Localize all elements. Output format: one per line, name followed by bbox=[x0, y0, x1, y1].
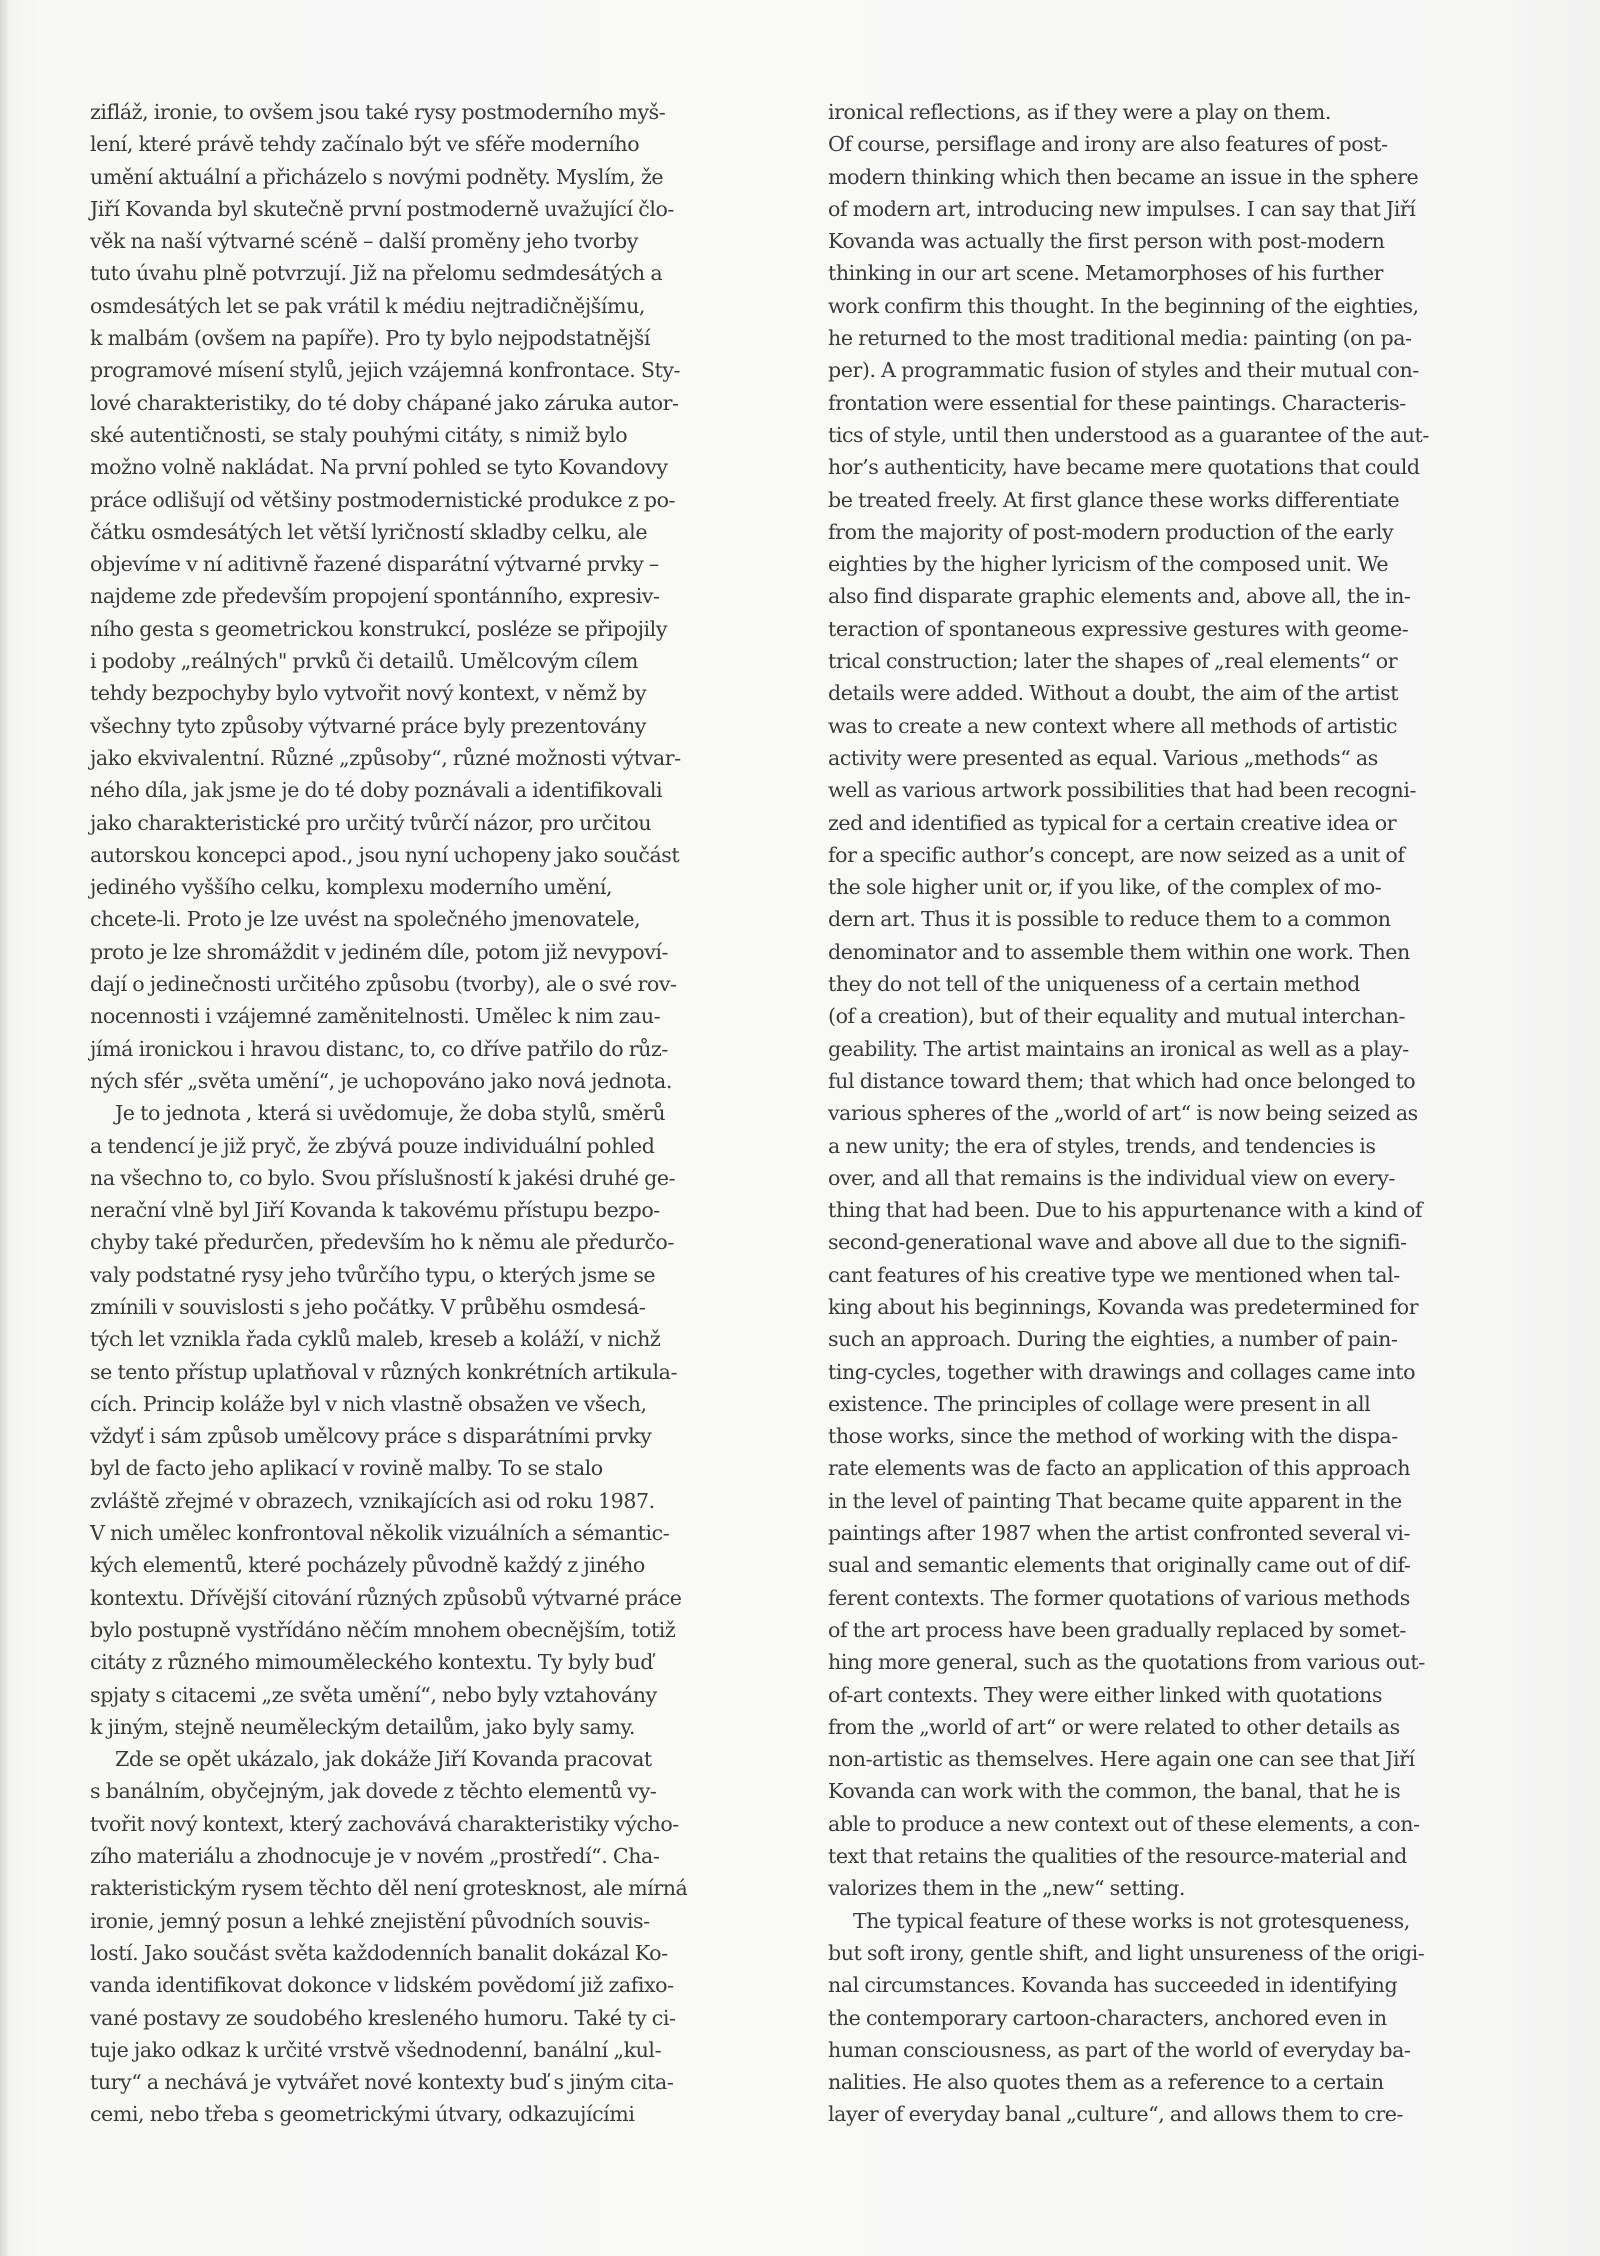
english-text-line: of-art contexts. They were either linked with quotations bbox=[828, 1682, 1382, 1707]
english-text-line: of the art process have been gradually replaced by somet- bbox=[828, 1617, 1406, 1642]
czech-text-line: cích. Princip koláže byl v nich vlastně obsažen ve všech, bbox=[90, 1391, 647, 1416]
english-text-line: ting-cycles, together with drawings and collages came into bbox=[828, 1359, 1416, 1384]
czech-text-line: Je to jednota , která si uvědomuje, že doba stylů, směrů bbox=[115, 1101, 666, 1126]
czech-text-line: k malbám (ovšem na papíře). Pro ty bylo nejpodstatnější bbox=[90, 326, 651, 351]
english-text-line: the sole higher unit or, if you like, of the complex of mo- bbox=[828, 875, 1382, 900]
czech-text-line: tých let vznikla řada cyklů maleb, kreseb a koláží, v nichž bbox=[90, 1327, 661, 1352]
english-text-line: work confirm this thought. In the beginning of the eighties, bbox=[828, 293, 1419, 318]
czech-text-line: ního gesta s geometrickou konstrukcí, posléze se připojily bbox=[90, 616, 668, 641]
czech-text-line: lové charakteristiky, do té doby chápané jako záruka autor- bbox=[90, 390, 679, 415]
czech-text-line: umění aktuální a přicházelo s novými podněty. Myslím, že bbox=[90, 164, 664, 189]
english-text-line: of modern art, introducing new impulses. I can say that Jiří bbox=[828, 196, 1416, 221]
english-text-line: be treated freely. At first glance these works differentiate bbox=[828, 487, 1400, 512]
english-text-line: various spheres of the „world of art“ is now being seized as bbox=[828, 1101, 1418, 1126]
czech-text-line: jímá ironickou i hravou distanc, to, co dříve patřilo do růz- bbox=[90, 1036, 668, 1061]
english-text-line: trical construction; later the shapes of „real elements“ or bbox=[828, 649, 1398, 674]
czech-text-line: bylo postupně vystřídáno něčím mnohem obecnějším, totiž bbox=[90, 1617, 676, 1642]
czech-text-line: jediného vyššího celku, komplexu moderního umění, bbox=[90, 875, 613, 900]
english-text-line: The typical feature of these works is not grotesqueness, bbox=[853, 1908, 1410, 1933]
czech-text-line: zifláž, ironie, to ovšem jsou také rysy postmoderního myš- bbox=[90, 100, 666, 124]
czech-text-line: vždyť i sám způsob umělcovy práce s disparátními prvky bbox=[90, 1424, 652, 1449]
czech-text-line: lostí. Jako součást světa každodenních banalit dokázal Ko- bbox=[90, 1940, 668, 1965]
english-text-line: tics of style, until then understood as a guarantee of the aut- bbox=[828, 422, 1429, 447]
czech-text-line: ného díla, jak jsme je do té doby poznávali a identifikovali bbox=[90, 778, 663, 803]
czech-text-line: tuto úvahu plně potvrzují. Již na přelomu sedmdesátých a bbox=[90, 261, 663, 286]
czech-text-line: jako charakteristické pro určitý tvůrčí názor, pro určitou bbox=[90, 810, 652, 835]
english-text-line: Of course, persiflage and irony are also features of post- bbox=[828, 132, 1388, 157]
czech-text-line: V nich umělec konfrontoval několik vizuálních a sémantic- bbox=[90, 1521, 670, 1546]
czech-text-line: valy podstatné rysy jeho tvůrčího typu, o kterých jsme se bbox=[90, 1262, 656, 1287]
english-text-column bbox=[828, 96, 1429, 2131]
english-text-line: he returned to the most traditional media: painting (on pa- bbox=[828, 326, 1412, 351]
english-text-line: nal circumstances. Kovanda has succeeded in identifying bbox=[828, 1973, 1398, 1998]
english-text-line: geability. The artist maintains an ironical as well as a play- bbox=[828, 1036, 1409, 1061]
english-text-line: over, and all that remains is the individual view on every- bbox=[828, 1165, 1395, 1190]
english-text-line: those works, since the method of working with the dispa- bbox=[828, 1424, 1398, 1449]
english-text-line: such an approach. During the eighties, a number of pain- bbox=[828, 1327, 1398, 1352]
english-text-line: thing that had been. Due to his appurtenance with a kind of bbox=[828, 1198, 1423, 1223]
czech-text-line: kých elementů, které pocházely původně každý z jiného bbox=[90, 1553, 645, 1578]
english-text-line: was to create a new context where all methods of artistic bbox=[828, 713, 1398, 738]
english-text-line: denominator and to assemble them within one work. Then bbox=[828, 939, 1410, 964]
english-text-line: nalities. He also quotes them as a reference to a certain bbox=[828, 2070, 1384, 2095]
czech-text-line: se tento přístup uplatňoval v různých konkrétních artikula- bbox=[90, 1359, 677, 1384]
czech-text-line: možno volně nakládat. Na první pohled se tyto Kovandovy bbox=[90, 455, 668, 480]
czech-text-line: chcete-li. Proto je lze uvést na společného jmenovatele, bbox=[90, 907, 641, 932]
czech-text-line: zího materiálu a zhodnocuje je v novém „prostředí“. Cha- bbox=[90, 1844, 660, 1869]
english-text-line: (of a creation), but of their equality and mutual interchan- bbox=[828, 1004, 1405, 1029]
english-text-line: from the „world of art“ or were related to other details as bbox=[828, 1714, 1400, 1739]
english-text-line: ferent contexts. The former quotations of various methods bbox=[828, 1585, 1410, 1610]
english-text-line: in the level of painting That became quite apparent in the bbox=[828, 1488, 1402, 1513]
page-binding-edge bbox=[0, 0, 8, 2256]
english-text-line: well as various artwork possibilities that had been recogni- bbox=[828, 778, 1416, 803]
english-text-line: dern art. Thus it is possible to reduce them to a common bbox=[828, 907, 1391, 932]
czech-text-line: byl de facto jeho aplikací v rovině malby. To se stalo bbox=[90, 1456, 603, 1481]
czech-text-line: vanda identifikovat dokonce v lidském povědomí již zafixo- bbox=[90, 1973, 674, 1998]
english-text-line: valorizes them in the „new“ setting. bbox=[828, 1876, 1185, 1901]
english-text-line: for a specific author’s concept, are now seized as a unit of bbox=[828, 842, 1405, 867]
english-text-line: Kovanda can work with the common, the banal, that he is bbox=[828, 1779, 1401, 1804]
english-text-line: ironical reflections, as if they were a play on them. bbox=[828, 100, 1331, 124]
czech-text-line: k jiným, stejně neuměleckým detailům, jako byly samy. bbox=[90, 1714, 635, 1739]
czech-text-line: nocennosti i vzájemné zaměnitelnosti. Umělec k nim zau- bbox=[90, 1004, 661, 1029]
english-text-line: but soft irony, gentle shift, and light unsureness of the origi- bbox=[828, 1940, 1425, 1965]
english-text-line: a new unity; the era of styles, trends, and tendencies is bbox=[828, 1133, 1376, 1158]
czech-text-line: práce odlišují od většiny postmodernistické produkce z po- bbox=[90, 487, 676, 512]
english-text-line: layer of everyday banal „culture“, and allows them to cre- bbox=[828, 2102, 1403, 2127]
english-text-line: the contemporary cartoon-characters, anchored even in bbox=[828, 2005, 1387, 2030]
english-text-line: frontation were essential for these paintings. Characteris- bbox=[828, 390, 1406, 415]
czech-text-line: s banálním, obyčejným, jak dovede z těchto elementů vy- bbox=[90, 1779, 657, 1804]
czech-text-line: cemi, nebo třeba s geometrickými útvary, odkazujícími bbox=[90, 2102, 635, 2127]
czech-text-line: na všechno to, co bylo. Svou příslušností k jakési druhé ge- bbox=[90, 1165, 676, 1190]
czech-text-line: chyby také předurčen, především ho k němu ale předurčo- bbox=[90, 1230, 674, 1255]
czech-text-line: vané postavy ze soudobého kresleného humoru. Také ty ci- bbox=[90, 2005, 676, 2030]
english-text-line: king about his beginnings, Kovanda was predetermined for bbox=[828, 1294, 1419, 1319]
czech-text-line: ironie, jemný posun a lehké znejistění původních souvis- bbox=[90, 1908, 650, 1933]
english-text-line: details were added. Without a doubt, the aim of the artist bbox=[828, 681, 1399, 706]
english-text-line: modern thinking which then became an issue in the sphere bbox=[828, 164, 1419, 189]
english-text-line: per). A programmatic fusion of styles and their mutual con- bbox=[828, 358, 1419, 383]
czech-text-line: věk na naší výtvarné scéně – další proměny jeho tvorby bbox=[90, 229, 638, 254]
czech-text-line: lení, které právě tehdy začínalo být ve sféře moderního bbox=[90, 132, 640, 157]
czech-text-line: spjaty s citacemi „ze světa umění“, nebo byly vztahovány bbox=[90, 1682, 657, 1707]
english-text-line: sual and semantic elements that originally came out of dif- bbox=[828, 1553, 1411, 1578]
english-text-line: activity were presented as equal. Various „methods“ as bbox=[828, 745, 1378, 770]
czech-text-line: kontextu. Dřívější citování různých způsobů výtvarné práce bbox=[90, 1585, 682, 1610]
english-text-line: eighties by the higher lyricism of the composed unit. We bbox=[828, 552, 1389, 577]
english-text-line: also find disparate graphic elements and, above all, the in- bbox=[828, 584, 1411, 609]
english-text-line: rate elements was de facto an application of this approach bbox=[828, 1456, 1411, 1481]
english-text-line: existence. The principles of collage were present in all bbox=[828, 1391, 1371, 1416]
english-text-line: text that retains the qualities of the resource-material and bbox=[828, 1844, 1407, 1869]
czech-text-line: ské autentičnosti, se staly pouhými citáty, s nimiž bylo bbox=[90, 422, 628, 447]
english-text-line: hing more general, such as the quotations from various out- bbox=[828, 1650, 1425, 1675]
english-text-line: thinking in our art scene. Metamorphoses of his further bbox=[828, 261, 1384, 286]
english-text-line: human consciousness, as part of the world of everyday ba- bbox=[828, 2037, 1411, 2062]
english-text-line: paintings after 1987 when the artist confronted several vi- bbox=[828, 1521, 1410, 1546]
czech-text-line: tury“ a nechává je vytvářet nové kontexty buď s jiným cita- bbox=[90, 2070, 674, 2095]
english-text-line: they do not tell of the uniqueness of a certain method bbox=[828, 972, 1360, 997]
czech-text-line: a tendencí je již pryč, že zbývá pouze individuální pohled bbox=[90, 1133, 655, 1158]
czech-text-line: autorskou koncepci apod., jsou nyní uchopeny jako součást bbox=[90, 842, 680, 867]
czech-text-line: rakteristickým rysem těchto děl není grotesknost, ale mírná bbox=[90, 1876, 688, 1901]
english-text-line: Kovanda was actually the first person with post-modern bbox=[828, 229, 1385, 254]
czech-text-line: Jiří Kovanda byl skutečně první postmoderně uvažující člo- bbox=[90, 196, 674, 221]
czech-text-line: najdeme zde především propojení spontánního, expresiv- bbox=[90, 584, 660, 609]
czech-text-line: jako ekvivalentní. Různé „způsoby“, různé možnosti výtvar- bbox=[90, 745, 681, 770]
czech-text-line: tehdy bezpochyby bylo vytvořit nový kontext, v němž by bbox=[90, 681, 646, 706]
english-text-line: teraction of spontaneous expressive gestures with geome- bbox=[828, 616, 1409, 641]
czech-text-line: tuje jako odkaz k určité vrstvě všednodenní, banální „kul- bbox=[90, 2037, 662, 2062]
english-text-line: cant features of his creative type we mentioned when tal- bbox=[828, 1262, 1400, 1287]
czech-text-line: citáty z různého mimouměleckého kontextu. Ty byly buď bbox=[90, 1650, 653, 1675]
czech-text-line: čátku osmdesátých let větší lyričností skladby celku, ale bbox=[90, 519, 648, 544]
czech-text-line: Zde se opět ukázalo, jak dokáže Jiří Kovanda pracovat bbox=[115, 1747, 652, 1772]
english-text-line: second-generational wave and above all due to the signifi- bbox=[828, 1230, 1407, 1255]
czech-text-line: nerační vlně byl Jiří Kovanda k takovému přístupu bezpo- bbox=[90, 1198, 660, 1223]
english-text-line: from the majority of post-modern production of the early bbox=[828, 519, 1394, 544]
english-text-line: zed and identified as typical for a certain creative idea or bbox=[828, 810, 1397, 835]
czech-text-line: všechny tyto způsoby výtvarné práce byly prezentovány bbox=[90, 713, 646, 738]
czech-text-line: zvláště zřejmé v obrazech, vznikajících asi od roku 1987. bbox=[90, 1488, 655, 1513]
czech-text-line: programové mísení stylů, jejich vzájemná konfrontace. Sty- bbox=[90, 358, 681, 383]
czech-text-line: zmínili v souvislosti s jeho počátky. V průběhu osmdesá- bbox=[90, 1294, 646, 1319]
czech-text-line: tvořit nový kontext, který zachovává charakteristiky výcho- bbox=[90, 1811, 679, 1836]
czech-text-line: osmdesátých let se pak vrátil k médiu nejtradičnějšímu, bbox=[90, 293, 646, 318]
czech-text-line: dají o jedinečnosti určitého způsobu (tvorby), ale o své rov- bbox=[90, 972, 677, 997]
english-text-line: able to produce a new context out of these elements, a con- bbox=[828, 1811, 1420, 1836]
czech-text-line: ných sfér „světa umění“, je uchopováno jako nová jednota. bbox=[90, 1068, 672, 1093]
czech-text-line: i podoby „reálných" prvků či detailů. Umělcovým cílem bbox=[90, 649, 639, 674]
czech-text-line: proto je lze shromáždit v jediném díle, potom již nevypoví- bbox=[90, 939, 669, 964]
english-text-line: non-artistic as themselves. Here again one can see that Jiří bbox=[828, 1747, 1415, 1772]
english-text-line: hor’s authenticity, have became mere quotations that could bbox=[828, 455, 1420, 480]
czech-text-column bbox=[90, 96, 790, 2131]
english-text-line: ful distance toward them; that which had once belonged to bbox=[828, 1068, 1416, 1093]
czech-text-line: objevíme v ní aditivně řazené disparátní výtvarné prvky – bbox=[90, 552, 659, 577]
